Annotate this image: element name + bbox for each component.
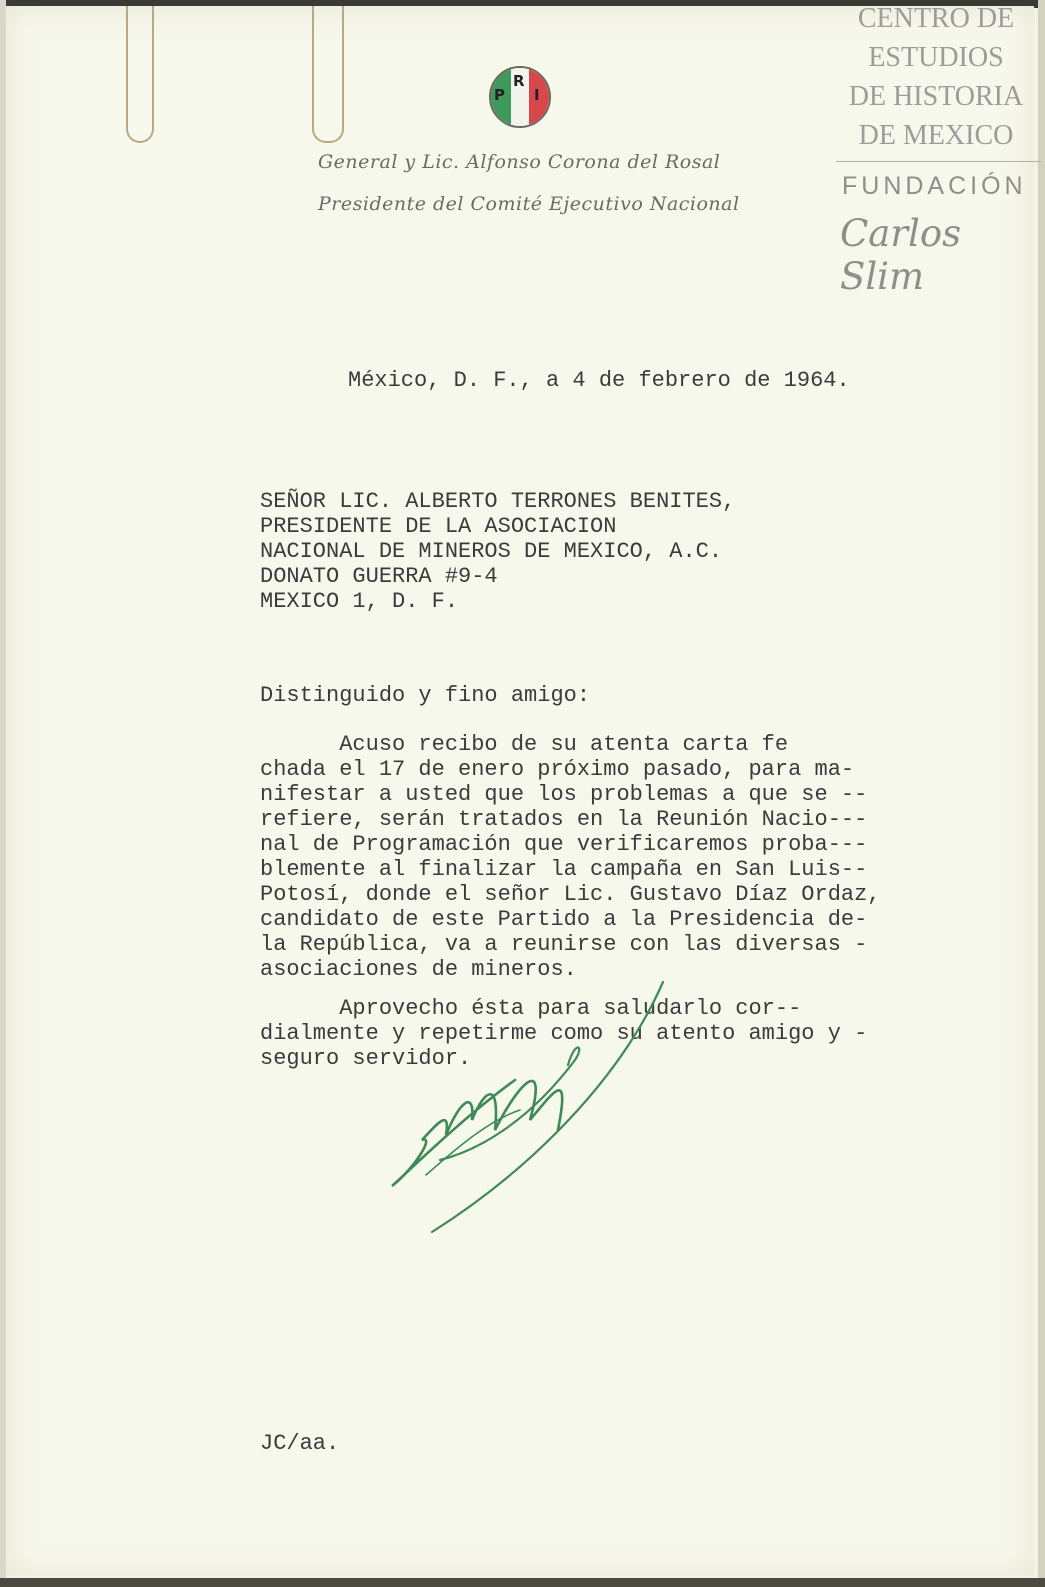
paper-clip-mark-left: [126, 6, 154, 143]
body-p1-line-8: candidato de este Partido a la Presidencia de-: [260, 907, 868, 932]
address-line-2: PRESIDENTE DE LA ASOCIACION: [260, 514, 617, 539]
watermark-line-3: DE HISTORIA: [848, 81, 1024, 112]
watermark-divider: [836, 161, 1041, 162]
paper-clip-mark-right: [312, 6, 344, 143]
body-p2-line-1: Aprovecho ésta para saludarlo cor--: [260, 996, 802, 1021]
salutation: Distinguido y fino amigo:: [260, 683, 591, 708]
letterhead-name: General y Lic. Alfonso Corona del Rosal: [318, 151, 721, 173]
body-p1-line-10: asociaciones de mineros.: [260, 957, 577, 982]
address-line-4: DONATO GUERRA #9-4: [260, 564, 498, 589]
body-p1-line-1: Acuso recibo de su atenta carta fe: [260, 732, 789, 757]
body-p1-line-6: blemente al finalizar la campaña en San Luis--: [260, 857, 868, 882]
watermark-line-4: DE MEXICO: [858, 120, 1014, 151]
watermark-line-1: CENTRO DE: [857, 3, 1015, 34]
address-line-1: SEÑOR LIC. ALBERTO TERRONES BENITES,: [260, 489, 736, 514]
body-p1-line-9: la República, va a reunirse con las diversas -: [260, 932, 868, 957]
logo-letter-r: R: [513, 72, 525, 90]
dateline: México, D. F., a 4 de febrero de 1964.: [348, 368, 850, 393]
logo-letter-i: I: [534, 86, 540, 104]
party-logo: [489, 66, 551, 128]
body-p1-line-3: nifestar a usted que los problemas a que se --: [260, 782, 868, 807]
body-p1-line-7: Potosí, donde el señor Lic. Gustavo Díaz Ordaz,: [260, 882, 881, 907]
reference-initials: JC/aa.: [260, 1431, 340, 1456]
letterhead-title: Presidente del Comité Ejecutivo Nacional: [318, 193, 740, 215]
address-line-5: MEXICO 1, D. F.: [260, 589, 459, 614]
body-p1-line-4: refiere, serán tratados en la Reunión Nacio---: [260, 807, 868, 832]
watermark-foundation: FUNDACIÓN: [842, 172, 1027, 200]
body-p1-line-5: nal de Programación que verificaremos proba---: [260, 832, 868, 857]
scan-bottom-edge: [0, 1578, 1045, 1587]
watermark-line-2: ESTUDIOS: [868, 42, 1004, 73]
body-p1-line-2: chada el 17 de enero próximo pasado, para ma-: [260, 757, 855, 782]
body-p2-line-2: dialmente y repetirme como su atento amigo y -: [260, 1021, 868, 1046]
body-p2-line-3: seguro servidor.: [260, 1046, 472, 1071]
logo-letter-p: P: [494, 86, 505, 104]
watermark-signature-logo: Carlos Slim: [840, 212, 962, 298]
address-line-3: NACIONAL DE MINEROS DE MEXICO, A.C.: [260, 539, 723, 564]
handwritten-signature: [380, 970, 680, 1250]
